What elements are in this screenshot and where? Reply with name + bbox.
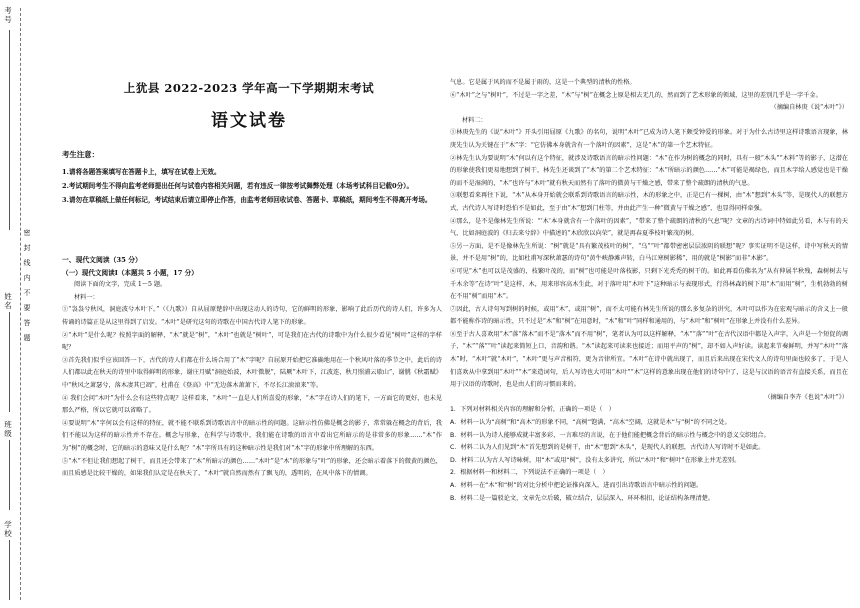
question-stem: 2．根据材料一和材料二，下列说法不正确的一项是（ ）	[450, 469, 609, 477]
question-stem: 1．下列对材料相关内容的理解和分析，正确的一项是（ ）	[450, 406, 615, 414]
school-line	[9, 540, 10, 600]
material-label: 材料二：	[462, 116, 487, 124]
exam-number-line	[9, 30, 10, 230]
paragraph: 气息。它是属于风的而不是属于雨的，这是一个典型的清秋的性格。	[450, 79, 636, 86]
name-label: 姓名	[4, 292, 12, 310]
paragraph: ⑥“木叶”之与“树叶”，不过是一字之差，“木”与“树”在概念上原是相去无几的，然而到了艺术形象的领域，这里的差别几乎是一字千金。	[450, 91, 822, 99]
paper-title: 语文试卷	[211, 111, 287, 131]
paragraph: ④要说明“木”字何以会有这样的特征，就不能不联系到诗歌语言中的暗示性的问题。这暗示性仿佛是概念的影子，常常躲在概念的背后，我们不能以为这样的暗示性并不存在。概念与形象，在科学与诗歌中，我们能在诗歌的语言中看出它所暗示的是非常多的形象……“木”作为“树”的概念时，它的暗示的意味又是什么呢？“木”字所具有的这种暗示性是我们对“木”字的形象中所理解的东西。	[62, 419, 442, 452]
paragraph: ③首先我们似乎应该回答一下，古代的诗人们都在什么场合用了“木”字呢？自屈原开始把它准确地用在一个秋风叶落的季节之中，此后的诗人们都以此在秋天的诗里中取得鲜明的形象，谢庄月赋“洞庭始波，木叶微脱”，陆厥“木叶下，江波连，秋月照浦云歇山”，谢朓《秋霜赋》中“秋风之萧瑟兮，落木凄其已凋”，杜甫在《登高》中“无边落木萧萧下，不尽长江滚滚来”等。	[62, 356, 442, 389]
reading-right-column	[450, 77, 848, 505]
paragraph: ⑧至于古人喜欢用“木”落“落木”而不是“落木”而不用“树”，笔者认为可以这样解释，“木”“落”“叶”在古代汉语中都是入声字，入声是一个短促的调子，“木”“落”“叶”读起来简短上口，音韵和谐。“木”读起来可读来也接近；而用平声的“树”，却不如入声好读。读起来节奏鲜明，并写“木叶”“落木”时，“木叶”就“木叶”，“木叶”更与声音相符，更为音律所宜。“木叶”在诗中就出现了，而且后来出现在宋代文人的诗句里面也较多了，于是人们喜欢从中拿到用“木叶”“木”来造词句，后人写诗也大可用“木叶”“木”这样的意象出现在他们的诗句中了，这是与汉语的语音有直接关系，而且在用于汉语的诗歌时，也是由人们的习惯而来的。	[450, 330, 848, 389]
seal-warning: 密封线内不要答题	[23, 229, 31, 342]
paragraph: ⑦因此，古人诗句写到树的时候，或用“木”，或用“树”，而不太可能有林先生所说的那么多复杂的讲究，木叶可以作为在宏观与暗示的含义上一般都不能称作诗的暗示性，只不过是“木”和“树”在用意时，“木”和“叶”同样和通用的，与“木叶”和“树叶”在形象上并没有什么差异。	[450, 305, 848, 326]
notice-item: 2.考试期间考生不得向监考老师提出任何与试卷内容相关问题，若有违反一律按考试舞弊处理（本场考试科目记载0分）。	[62, 182, 414, 190]
paragraph: ②“木叶”是什么呢？按照字面的解释，“木”就是“树”，“木叶”也就是“树叶”，可是我们在古代的诗歌中为什么很少看见“树叶”这样的字样呢？	[62, 331, 442, 352]
school-label: 学校	[4, 520, 12, 538]
paragraph: ⑤另一方面，是不是像林先生所说：“树”就是“具有繁茂枝叶的树”，“乌”“叶”都带密密层层浓阴的联想“呢？事实证明不是这样，诗中写秋天的情景，并不是用“树”的，比如杜甫写深秋萧瑟的诗句“黄牛峡静滩声转，白马江寒树影稀”，用的就是“树影”而非“木影”。	[450, 242, 848, 263]
paragraph: ④ 我们会问“木叶”为什么会有这些特点呢？这样看来，“木叶”一直是人们所喜爱的形象，“木”字在诗人们的笔下，一方面它的更好，也未见那么严格，所以它就可以省略了。	[62, 394, 442, 415]
question-option: A．材料一在“木”和“树”的对比分析中把论证推向深入，进而引出诗歌语言中暗示性的问题。	[450, 482, 703, 489]
reading-left-column	[62, 254, 442, 481]
source-citation: （摘编自李卉《也说“木叶”》）	[764, 393, 848, 401]
exam-notice	[62, 148, 442, 207]
question-option: C．材料二认为人们见到“木”首先想到的是树干，由“木”想到“木头”，是现代人的联想，古代诗人写诗时不是如此。	[450, 444, 765, 452]
section-heading: 一、现代文阅读（35 分）	[62, 256, 142, 264]
question-option: B．材料二是一篇驳论文，文章先立后破，破立结合，层层深入，环环相扣，论证结构条理清楚。	[450, 494, 715, 502]
name-line	[9, 312, 10, 412]
seal-dashed-line	[20, 8, 21, 600]
exam-title: 上犹县 2022-2023 学年高一下学期期末考试	[123, 81, 375, 95]
subsection-heading: （一）现代文阅读Ⅰ（本题共 5 小题，17 分）	[62, 268, 198, 277]
paragraph: ①“袅袅兮秋风，洞庭波兮木叶下。”（《九歌》）自从屈原楚辞中出现这动人的诗句，它的鲜明的形象，影响了此后历代的诗人们，许多为人传诵的诗篇正是从这里得到了启发。“木叶”是研究这句的诗歌在中国古代诗人笔下的形象。	[62, 306, 442, 326]
question-option: A．材料一认为“高树”和“高木”的形象不同，“高树”饱满，“高木”空阔，这就是木“与”树“的不同之处。	[450, 419, 731, 427]
class-line	[9, 440, 10, 510]
paragraph: ④那么，是不是像林先生所说：“‘木’本身就含有一个落叶的因素”，“带来了整个疏朗的清秋的气息”呢？文章的古诗词中特如此另看，木与有的天气，比如洞庭波的《归去来兮辞》中描述的“木欣欣以向荣”，就是再春夏季枝叶繁茂的树。	[450, 217, 848, 238]
notice-title: 考生注意：	[62, 150, 99, 159]
paragraph: ③联想看来再往下说，“木”从本身开始就会联系到诗歌语言的暗示性，木的形象之中，正是已有一棵树，由“木”想到“木头”等，是现代人的联想方式，古代诗人写诗时恐怕不是如此，至于由“木”想到门柱等，并由此产生一种“微黄与干燥之感”，也显得同样牵强。	[450, 192, 848, 212]
question-option: B．材料一认为诗人能够成就丰富多彩，一言难尽的言说，在于他们能把概念背后的暗示性与概念中的意义交织组合。	[450, 431, 770, 439]
binding-margin	[0, 0, 31, 608]
exam-header	[56, 80, 442, 131]
paragraph: ⑤“木”不但让我们想起了树干，而且还会带来了“木”所暗示的颜色……“木叶”是“木”的形象与“叶”的形象，还会暗示着落下的微黄的颜色，而且质感是比较干燥的，如果我们认定是在秋天了，“木叶”就自然而然有了飘飞的，透明的，在风中落下的情调。	[62, 457, 442, 478]
instruction: 阅读下面的文字，完成 1～5 题。	[74, 281, 167, 289]
paragraph: ①林庚先生的《说“木叶”》开头引用屈原《九歌》的名句，说明“木叶”已成为诗人笔下颇受钟爱的形象。对于为什么古诗里这样诗歌语言现象，林庚先生认为关键在于“木”字：“它仿佛本身就含有一个落叶的因素”，这是“木”的第一个艺术特征。	[450, 129, 848, 149]
class-label: 班级	[4, 420, 12, 438]
paragraph: ②林先生认为要说明“木”何以有这个特征，就涉及诗歌语言的暗示性问题：“木”在作为树的概念的同时，具有一般“木头”“木料”等的影子，这潜在的形象使我们更易地想到了树干，林先生还谈到了“木”的第二个艺术特征：“木”所暗示的颜色……“木”可能是褐绿色，而且木字给人感觉也是干燥的而不是湿润的，“木”也许与“木叶”就有秋天而然有了落叶的微黄与干燥之感，带来了整个疏朗的清秋的气息。	[450, 154, 848, 187]
notice-item: 3.请勿在草稿纸上做任何标记，考试结束后请立即停止作答，由监考老师回收试卷、答题卡、草稿纸，期间考生不得离开考场。	[62, 196, 432, 204]
material-label: 材料一：	[74, 293, 99, 301]
paragraph: ⑥可见“木”也可以是茂盛的，枝繁叶茂的，而“树”也可能是叶落枝影，只剩下光秃秃的树干的。如此再看仿佛名为“从有伸展半秋残，森树树去与千木余等”在诗“叶”是这样，木，用来形容高木生此，对于落叶用“木叶下”这种暗示与表现形式，行得林森的树下用“木”而用“树”，生机勃勃的树在不用“树”而用“木”。	[450, 267, 848, 301]
question-option: D．材料二认为古人写诗咏树，用“木”或用“树”，没有太多讲究，所以“木叶”和“树叶”在形象上并无差别。	[450, 456, 741, 464]
notice-item: 1.请将各题答案填写在答题卡上，填写在试卷上无效。	[62, 168, 221, 176]
source-citation: （摘编自林庚《说“木叶”》）	[770, 104, 848, 112]
exam-number-label: 考号	[4, 6, 12, 24]
